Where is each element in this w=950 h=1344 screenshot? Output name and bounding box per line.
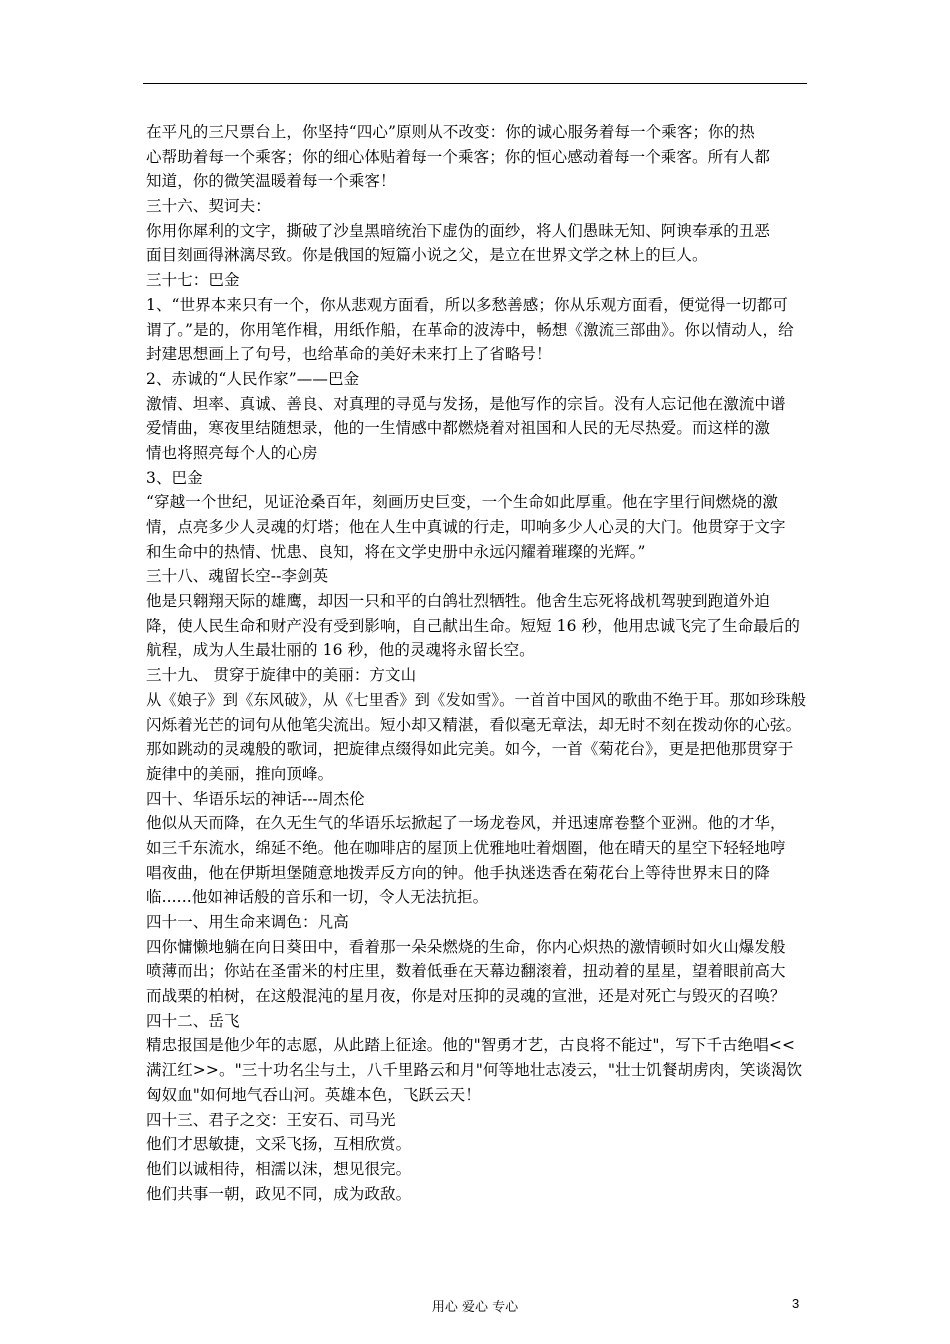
text-line: 他是只翱翔天际的雄鹰，却因一只和平的白鸽壮烈牺牲。他舍生忘死将战机驾驶到跑道外迫 bbox=[146, 592, 771, 611]
section-heading: 四十、华语乐坛的神话---周杰伦 bbox=[146, 789, 365, 808]
section-heading: 四十一、用生命来调色：凡高 bbox=[146, 913, 349, 931]
text-line: 你用你犀利的文字，撕破了沙皇黑暗统治下虚伪的面纱，将人们愚昧无知、阿谀奉承的丑恶 bbox=[146, 221, 771, 240]
text-line: 四你慵懒地躺在向日葵田中，看着那一朵朵燃烧的生命，你内心炽热的激情顿时如火山爆发般 bbox=[146, 937, 786, 956]
section-heading: 三十七：巴金 bbox=[146, 271, 240, 290]
text-line: 降，使人民生命和财产没有受到影响，自己献出生命。短短 16 秒，他用忠诚飞完了生命最后的 bbox=[146, 616, 800, 635]
text-line: 闪烁着光芒的词句从他笔尖流出。短小却又精湛，看似毫无章法，却无时不刻在拨动你的心弦。 bbox=[146, 715, 802, 734]
text-line: 面目刻画得淋漓尽致。你是俄国的短篇小说之父，是立在世界文学之林上的巨人。 bbox=[146, 246, 708, 265]
text-line: 知道，你的微笑温暖着每一个乘客！ bbox=[146, 172, 396, 191]
section-heading: 四十二、岳飞 bbox=[146, 1011, 240, 1030]
text-line: 临......他如神话般的音乐和一切，令人无法抗拒。 bbox=[146, 888, 489, 907]
text-line: 那如跳动的灵魂般的歌词，把旋律点缀得如此完美。如今，一首《菊花台》，更是把他那贯穿于 bbox=[146, 740, 794, 759]
text-line: 爱情曲，寒夜里结随想录，他的一生情感中都燃烧着对祖国和人民的无尽热爱。而这样的激 bbox=[146, 419, 771, 438]
text-line: 旋律中的美丽，推向顶峰。 bbox=[146, 764, 334, 783]
text-line: 谓了。”是的，你用笔作楫，用纸作船，在革命的波涛中，畅想《激流三部曲》。你以情动人，给 bbox=[146, 320, 794, 339]
text-line: 而战栗的柏树，在这般混沌的星月夜，你是对压抑的灵魂的宣泄，还是对死亡与毁灭的召唤？ bbox=[146, 987, 786, 1006]
text-line: 在平凡的三尺票台上，你坚持“四心”原则从不改变：你的诚心服务着每一个乘客；你的热 bbox=[146, 123, 755, 141]
text-line: 航程，成为人生最壮丽的 16 秒，他的灵魂将永留长空。 bbox=[146, 641, 535, 660]
text-line: 唱夜曲，他在伊斯坦堡随意地拨弄反方向的钟。他手执迷迭香在菊花台上等待世界末日的降 bbox=[146, 863, 771, 882]
text-line: 和生命中的热情、忧患、良知，将在文学史册中永远闪耀着璀璨的光辉。” bbox=[146, 542, 646, 561]
text-line: 他们以诚相待，相濡以沫，想见很完。 bbox=[146, 1159, 412, 1178]
text-line: 喷薄而出；你站在圣雷米的村庄里，数着低垂在天幕边翻滚着，扭动着的星星，望着眼前高大 bbox=[146, 962, 786, 981]
text-line: 他们才思敏捷，文采飞扬，互相欣赏。 bbox=[146, 1135, 412, 1154]
text-line: 精忠报国是他少年的志愿，从此踏上征途。他的"智勇才艺，古良将不能过"，写下千古绝唱<< bbox=[146, 1036, 796, 1055]
text-line: 满江红>>。"三十功名尘与土，八千里路云和月"何等地壮志凌云，"壮士饥餐胡虏肉，笑谈渴饮 bbox=[146, 1061, 803, 1080]
section-heading: 三十九、 贯穿于旋律中的美丽：方文山 bbox=[146, 666, 417, 685]
text-line: 封建思想画上了句号，也给革命的美好未来打上了省略号！ bbox=[146, 345, 552, 364]
section-heading: 四十三、君子之交：王安石、司马光 bbox=[146, 1110, 396, 1129]
text-line: 从《娘子》到《东风破》，从《七里香》到《发如雪》。一首首中国风的歌曲不绝于耳。那如珍珠般 bbox=[146, 690, 807, 709]
text-line: 如三千东流水，绵延不绝。他在咖啡店的屋顶上优雅地吐着烟圈，他在晴天的星空下轻轻地哼 bbox=[146, 838, 786, 857]
sub-heading: 2、赤诚的“人民作家”——巴金 bbox=[146, 369, 360, 388]
text-line: 情也将照亮每个人的心房 bbox=[146, 443, 318, 462]
sub-heading: 3、巴金 bbox=[146, 468, 203, 487]
header-rule bbox=[143, 83, 807, 84]
section-heading: 三十八、魂留长空--李剑英 bbox=[146, 567, 329, 586]
text-line: 心帮助着每一个乘客；你的细心体贴着每一个乘客；你的恒心感动着每一个乘客。所有人都 bbox=[146, 147, 771, 166]
text-line: 激情、坦率、真诚、善良、对真理的寻觅与发扬，是他写作的宗旨。没有人忘记他在激流中谱 bbox=[146, 394, 786, 413]
text-line: 1、“世界本来只有一个，你从悲观方面看，所以多愁善感；你从乐观方面看，便觉得一切都可 bbox=[146, 295, 788, 314]
page-number: 3 bbox=[792, 1296, 800, 1311]
text-line: “穿越一个世纪，见证沧桑百年，刻画历史巨变，一个生命如此厚重。他在字里行间燃烧的激 bbox=[146, 493, 779, 512]
text-line: 匈奴血"如何地气吞山河。英雄本色，飞跃云天！ bbox=[146, 1085, 481, 1104]
section-heading: 三十六、契诃夫： bbox=[146, 197, 271, 216]
text-line: 情，点亮多少人灵魂的灯塔；他在人生中真诚的行走，叩响多少人心灵的大门。他贯穿于文字 bbox=[146, 518, 786, 536]
text-line: 他们共事一朝，政见不同，成为政敌。 bbox=[146, 1184, 412, 1203]
document-body bbox=[146, 120, 810, 1206]
text-line: 他似从天而降，在久无生气的华语乐坛掀起了一场龙卷风，并迅速席卷整个亚洲。他的才华， bbox=[146, 814, 786, 833]
footer-text: 用心 爱心 专心 bbox=[431, 1300, 519, 1315]
